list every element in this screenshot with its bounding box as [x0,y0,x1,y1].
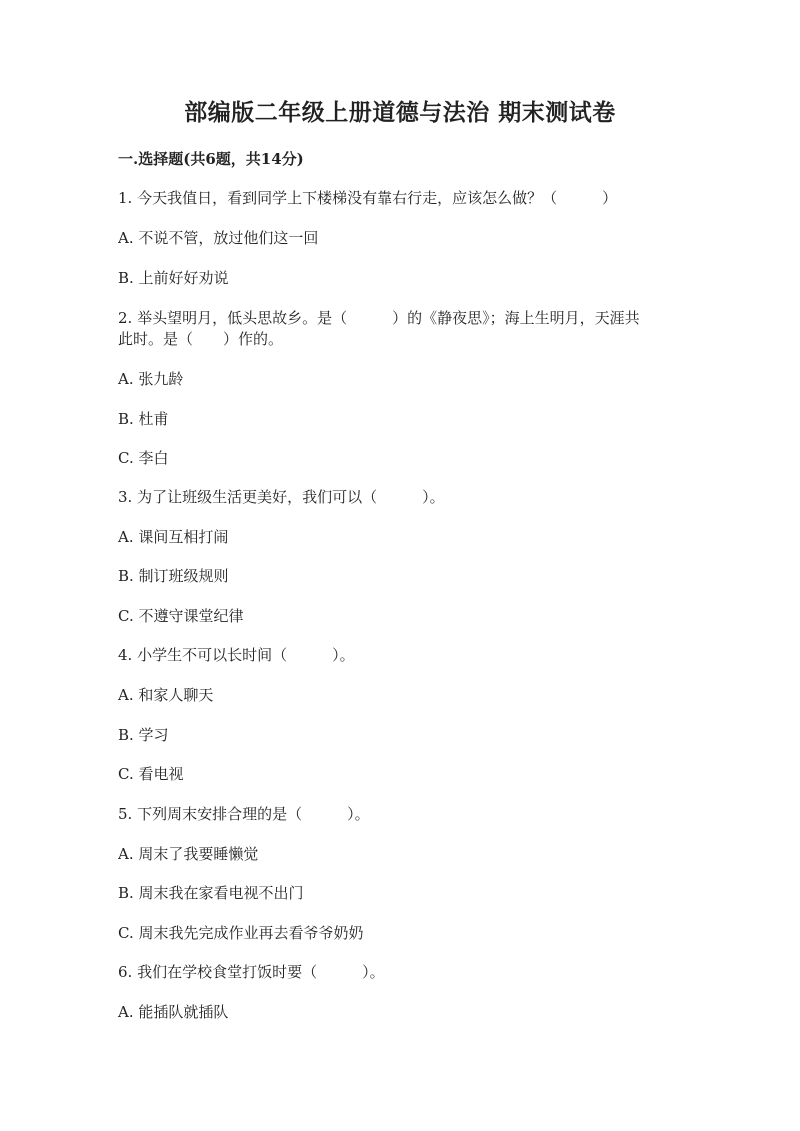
question-4-stem: 4. 小学生不可以长时间（ ）。 [118,646,355,664]
question-6-option-a: A. 能插队就插队 [118,1003,229,1021]
question-4-option-b: B. 学习 [118,726,169,744]
question-2-option-b: B. 杜甫 [118,410,169,428]
question-1-option-a: A. 不说不管，放过他们这一回 [118,229,319,247]
question-4-option-c: C. 看电视 [118,765,184,783]
question-3-option-b: B. 制订班级规则 [118,567,229,585]
question-3-option-c: C. 不遵守课堂纪律 [118,607,244,625]
question-1-option-b: B. 上前好好劝说 [118,269,229,287]
question-6-stem: 6. 我们在学校食堂打饭时要（ ）。 [118,963,385,981]
question-2-option-a: A. 张九龄 [118,370,184,388]
question-3-option-a: A. 课间互相打闹 [118,528,229,546]
question-2-stem-line-1: 2. 举头望明月，低头思故乡。是（ ）的《静夜思》；海上生明月，天涯共 [118,309,640,327]
question-3-stem: 3. 为了让班级生活更美好，我们可以（ ）。 [118,488,445,506]
section-heading: 一.选择题(共6题，共14分) [118,150,304,168]
question-5-stem: 5. 下列周末安排合理的是（ ）。 [118,805,370,823]
question-2-option-c: C. 李白 [118,449,169,467]
question-5-option-a: A. 周末了我要睡懒觉 [118,845,259,863]
question-4-option-a: A. 和家人聊天 [118,686,214,704]
question-1-stem: 1. 今天我值日，看到同学上下楼梯没有靠右行走，应该怎么做？（ ） [118,189,618,207]
question-2-stem-line-2: 此时。是（ ）作的。 [118,330,284,348]
page-title: 部编版二年级上册道德与法治 期末测试卷 [184,99,616,126]
question-5-option-c: C. 周末我先完成作业再去看爷爷奶奶 [118,924,364,942]
question-5-option-b: B. 周末我在家看电视不出门 [118,884,304,902]
